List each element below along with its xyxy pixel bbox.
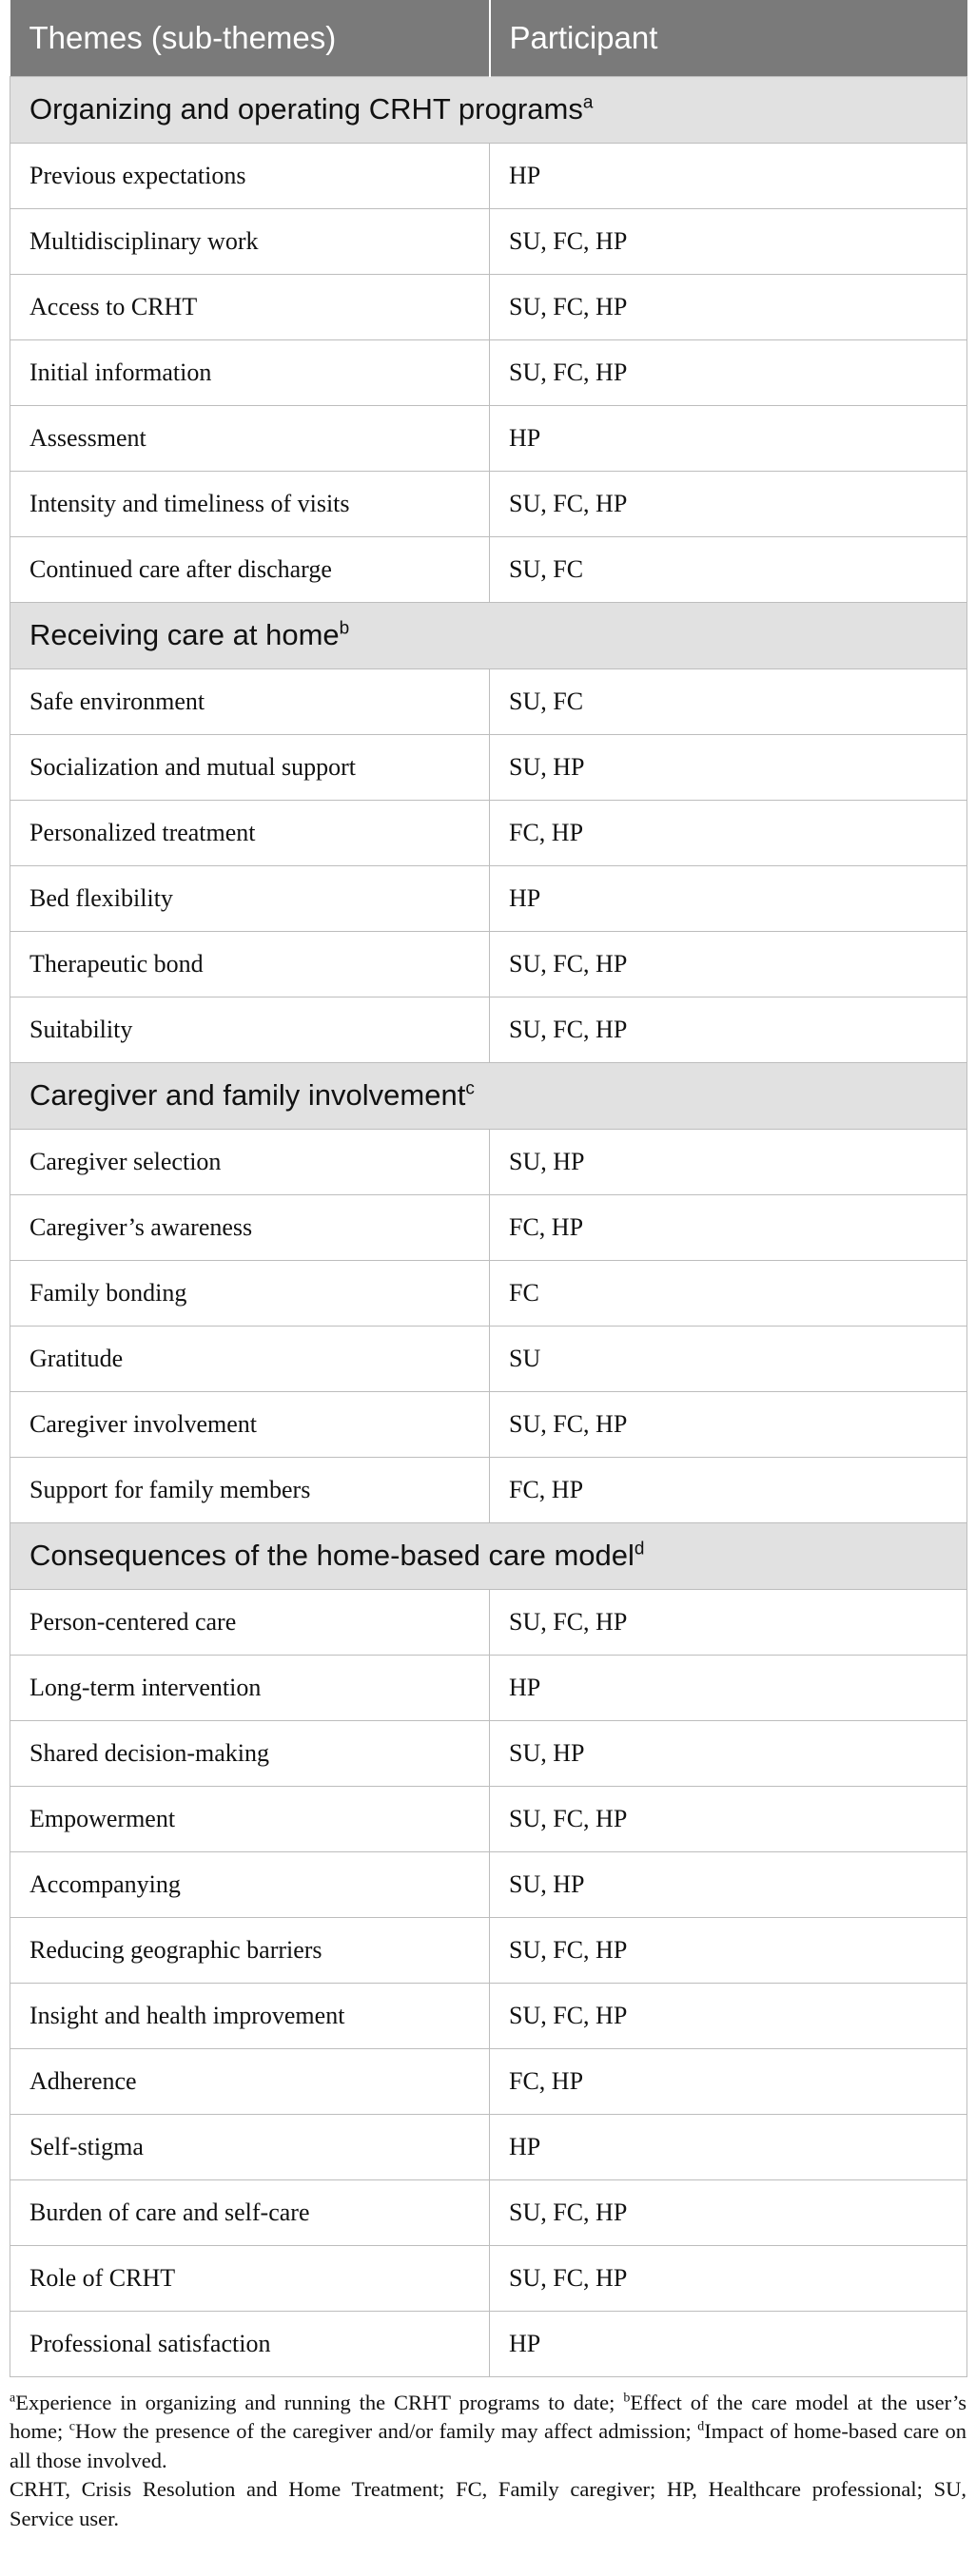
participant-cell: SU, FC, HP [490, 274, 967, 339]
table-row [10, 1194, 967, 1260]
table-row [10, 931, 967, 997]
theme-cell: Continued care after discharge [10, 536, 490, 602]
participant-cell: HP [490, 865, 967, 931]
section-footnote-marker: d [634, 1539, 645, 1559]
themes-table [10, 0, 967, 2377]
table-row [10, 1720, 967, 1786]
theme-cell: Caregiver involvement [10, 1391, 490, 1457]
theme-cell: Shared decision-making [10, 1720, 490, 1786]
section-row [10, 76, 967, 143]
participant-cell: SU, FC, HP [490, 2245, 967, 2311]
participant-cell: SU, FC [490, 668, 967, 734]
footnote-abbreviations: CRHT, Crisis Resolution and Home Treatment; FC, Family caregiver; HP, Healthcare professional; SU, Service user. [10, 2477, 966, 2530]
table-row [10, 1129, 967, 1194]
theme-cell: Professional satisfaction [10, 2311, 490, 2376]
table-row [10, 1260, 967, 1326]
participant-cell: SU, HP [490, 1720, 967, 1786]
theme-cell: Socialization and mutual support [10, 734, 490, 800]
participant-cell: HP [490, 2311, 967, 2376]
table-row [10, 536, 967, 602]
participant-cell: SU, FC [490, 536, 967, 602]
section-footnote-marker: c [465, 1078, 475, 1099]
table-row [10, 405, 967, 471]
table-row [10, 471, 967, 536]
table-row [10, 143, 967, 208]
participant-cell: SU, FC, HP [490, 1786, 967, 1851]
table-row [10, 339, 967, 405]
theme-cell: Self-stigma [10, 2114, 490, 2179]
footnote-marker-d: d [697, 2419, 705, 2434]
theme-cell: Access to CRHT [10, 274, 490, 339]
footnote-a: Experience in organizing and running the CRHT programs to date; [15, 2390, 615, 2414]
table-row [10, 997, 967, 1062]
section-title: Consequences of the home-based care model [29, 1539, 634, 1572]
table-row [10, 800, 967, 865]
theme-cell: Initial information [10, 339, 490, 405]
section-title: Receiving care at home [29, 618, 340, 651]
participant-cell: SU [490, 1326, 967, 1391]
theme-cell: Caregiver selection [10, 1129, 490, 1194]
theme-cell: Intensity and timeliness of visits [10, 471, 490, 536]
theme-cell: Therapeutic bond [10, 931, 490, 997]
theme-cell: Person-centered care [10, 1589, 490, 1655]
section-row [10, 1062, 967, 1129]
footnote-c: How the presence of the caregiver and/or family may affect admission; [74, 2419, 692, 2443]
table-row [10, 865, 967, 931]
table-row [10, 1786, 967, 1851]
participant-cell: SU, FC, HP [490, 208, 967, 274]
participant-cell: FC [490, 1260, 967, 1326]
footnote-marker-b: b [623, 2391, 631, 2405]
table-row [10, 2048, 967, 2114]
table-row [10, 1391, 967, 1457]
participant-cell: FC, HP [490, 1457, 967, 1522]
section-title-cell [10, 76, 967, 143]
footnote-marker-a: a [10, 2391, 16, 2405]
section-row [10, 1522, 967, 1589]
section-title-cell [10, 1062, 967, 1129]
footnotes [10, 2389, 966, 2534]
table-row [10, 208, 967, 274]
theme-cell: Multidisciplinary work [10, 208, 490, 274]
theme-cell: Burden of care and self-care [10, 2179, 490, 2245]
theme-cell: Adherence [10, 2048, 490, 2114]
table-row [10, 1655, 967, 1720]
theme-cell: Support for family members [10, 1457, 490, 1522]
theme-cell: Bed flexibility [10, 865, 490, 931]
section-title: Organizing and operating CRHT programs [29, 92, 583, 126]
participant-cell: SU, FC, HP [490, 471, 967, 536]
table-row [10, 734, 967, 800]
theme-cell: Suitability [10, 997, 490, 1062]
section-title: Caregiver and family involvement [29, 1078, 466, 1112]
participant-cell: HP [490, 1655, 967, 1720]
participant-cell: SU, FC, HP [490, 1917, 967, 1983]
participant-cell: SU, FC, HP [490, 1983, 967, 2048]
table-row [10, 1983, 967, 2048]
theme-cell: Empowerment [10, 1786, 490, 1851]
section-row [10, 602, 967, 668]
theme-cell: Long-term intervention [10, 1655, 490, 1720]
participant-cell: SU, FC, HP [490, 1589, 967, 1655]
table-row [10, 2114, 967, 2179]
participant-cell: SU, FC, HP [490, 1391, 967, 1457]
section-footnote-marker: b [339, 618, 350, 639]
participant-cell: HP [490, 405, 967, 471]
footnote-b: Effect of the care model at the user’s home; [10, 2390, 966, 2443]
participant-cell: SU, HP [490, 1851, 967, 1917]
theme-cell: Assessment [10, 405, 490, 471]
participant-cell: SU, FC, HP [490, 931, 967, 997]
theme-cell: Accompanying [10, 1851, 490, 1917]
participant-cell: FC, HP [490, 1194, 967, 1260]
document [10, 0, 966, 2533]
footnote-d: Impact of home-based care on all those involved. [10, 2419, 967, 2472]
participant-cell: FC, HP [490, 800, 967, 865]
participant-cell: SU, FC, HP [490, 997, 967, 1062]
theme-cell: Safe environment [10, 668, 490, 734]
table-row [10, 2245, 967, 2311]
table-row [10, 1851, 967, 1917]
participant-cell: HP [490, 143, 967, 208]
table-row [10, 1457, 967, 1522]
table-row [10, 1589, 967, 1655]
header-themes: Themes (sub-themes) [10, 0, 490, 76]
theme-cell: Previous expectations [10, 143, 490, 208]
theme-cell: Insight and health improvement [10, 1983, 490, 2048]
table-row [10, 1326, 967, 1391]
participant-cell: SU, FC, HP [490, 339, 967, 405]
section-title-cell [10, 602, 967, 668]
theme-cell: Caregiver’s awareness [10, 1194, 490, 1260]
theme-cell: Family bonding [10, 1260, 490, 1326]
theme-cell: Role of CRHT [10, 2245, 490, 2311]
theme-cell: Personalized treatment [10, 800, 490, 865]
participant-cell: FC, HP [490, 2048, 967, 2114]
table-row [10, 668, 967, 734]
section-title-cell [10, 1522, 967, 1589]
table-header [10, 0, 967, 76]
table-row [10, 274, 967, 339]
participant-cell: SU, FC, HP [490, 2179, 967, 2245]
table-row [10, 2179, 967, 2245]
footnote-definitions [10, 2389, 966, 2476]
header-participant: Participant [490, 0, 967, 76]
section-footnote-marker: a [582, 92, 594, 113]
theme-cell: Reducing geographic barriers [10, 1917, 490, 1983]
participant-cell: SU, HP [490, 1129, 967, 1194]
participant-cell: SU, HP [490, 734, 967, 800]
table-row [10, 1917, 967, 1983]
table-body [10, 76, 967, 2376]
footnote-marker-c: c [68, 2419, 75, 2434]
theme-cell: Gratitude [10, 1326, 490, 1391]
participant-cell: HP [490, 2114, 967, 2179]
table-row [10, 2311, 967, 2376]
